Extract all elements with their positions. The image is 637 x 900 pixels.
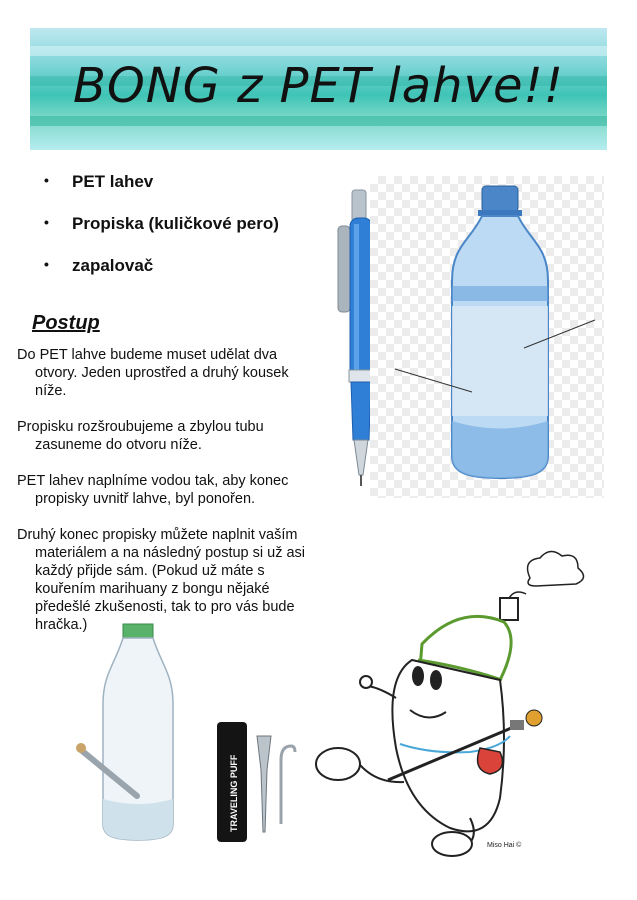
bullet-icon: • [44,172,49,188]
step-paragraph: PET lahev naplníme vodou tak, aby konec propisky uvnitř lahve, byl ponořen. [17,473,289,507]
traveling-puff-image [215,720,305,850]
product-label: TRAVELING PUFF [229,754,239,832]
bong-photo [75,624,185,844]
title-banner [30,28,607,150]
instructions-heading: Postup [32,312,100,334]
list-item [44,214,279,234]
banner-streak [30,46,607,56]
material-label: zapalovač [72,256,154,275]
material-label: Propiska (kuličkové pero) [72,214,279,233]
bullet-icon: • [44,256,49,272]
cartoon-illustration [300,548,600,858]
illustration-credit: Miso Hai © [487,842,522,849]
bullet-icon: • [44,214,49,230]
bottle-image [440,186,560,486]
step-paragraph: Druhý konec propisky můžete naplnit vaším materiálem a na následný postup si už asi každý přijde sám. (Pokud už máte s kouřením marihuany z bongu nějaké předešlé zkušenosti, tak to pro vás bude hračka.) [17,527,306,633]
list-item [44,172,279,192]
instructions-steps [17,346,317,652]
material-label: PET lahev [72,172,154,191]
page-title: BONG z PET lahve!! [73,58,564,114]
step-paragraph: Do PET lahve budeme muset udělat dva otvory. Jeden uprostřed a druhý kousek níže. [17,347,289,399]
banner-streak [30,116,607,126]
step-paragraph: Propisku rozšroubujeme a zbylou tubu zasuneme do otvoru níže. [17,419,264,453]
list-item [44,256,279,276]
materials-list [44,172,279,298]
